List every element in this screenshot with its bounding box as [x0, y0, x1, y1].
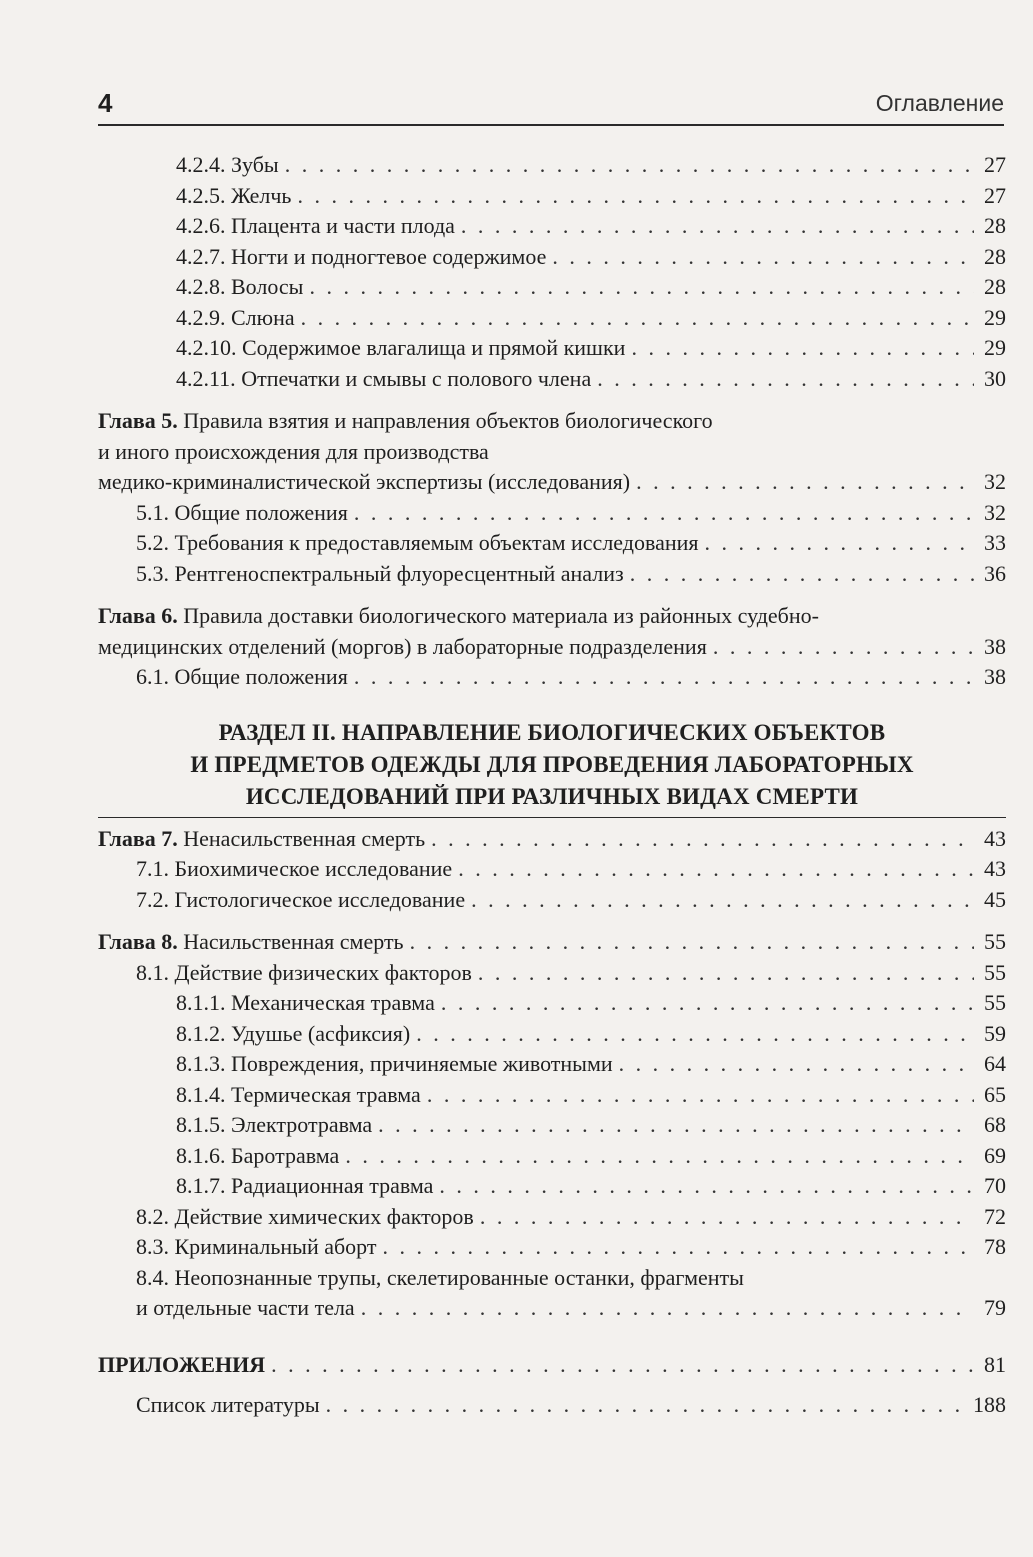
page-header: [98, 86, 1004, 126]
toc-entry-8-1-3[interactable]: 8.1.3. Повреждения, причиняемые животными . . . 64: [98, 1049, 1006, 1080]
toc-entry-8-1-6[interactable]: 8.1.6. Баротравма . . . 69: [98, 1141, 1006, 1172]
toc-entry-5-2[interactable]: 5.2. Требования к предоставляемым объектам исследования . . . 33: [98, 528, 1006, 559]
table-of-contents: [98, 150, 1006, 1421]
section-2-heading[interactable]: РАЗДЕЛ II. НАПРАВЛЕНИЕ БИОЛОГИЧЕСКИХ ОБЪЕКТОВ И ПРЕДМЕТОВ ОДЕЖДЫ ДЛЯ ПРОВЕДЕНИЯ ЛАБОРАТОРНЫХ ИССЛЕДОВАНИЙ ПРИ РАЗЛИЧНЫХ ВИДАХ СМЕРТИ: [190, 719, 914, 809]
toc-entry-8-1-5[interactable]: 8.1.5. Электротравма . . . 68: [98, 1110, 1006, 1141]
toc-entry-5-1[interactable]: 5.1. Общие положения . . . 32: [98, 498, 1006, 529]
chapter-5-heading[interactable]: Глава 5. Правила взятия и направления объектов биологического: [98, 408, 713, 433]
toc-entry-4-2-7[interactable]: 4.2.7. Ногти и подногтевое содержимое . . . 28: [98, 242, 1006, 273]
chapter-7-heading[interactable]: Глава 7. Ненасильственная смерть . . . 43: [98, 824, 1006, 855]
toc-entry-8-1-4[interactable]: 8.1.4. Термическая травма . . . 65: [98, 1080, 1006, 1111]
running-title: Оглавление: [875, 90, 1004, 116]
chapter-5-label: Глава 5.: [98, 408, 178, 433]
toc-entry-4-2-6[interactable]: 4.2.6. Плацента и части плода . . . 28: [98, 211, 1006, 242]
toc-entry-4-2-10[interactable]: 4.2.10. Содержимое влагалища и прямой кишки . . . 29: [98, 333, 1006, 364]
references-entry[interactable]: Список литературы . . . 188: [98, 1390, 1006, 1421]
chapter-6-heading[interactable]: Глава 6. Правила доставки биологического материала из районных судебно-: [98, 603, 819, 628]
toc-entry-4-2-8[interactable]: 4.2.8. Волосы . . . 28: [98, 272, 1006, 303]
chapter-6-title-line-2[interactable]: медицинских отделений (моргов) в лабораторные подразделения . . . 38: [98, 632, 1006, 663]
toc-entry-8-2[interactable]: 8.2. Действие химических факторов . . . 72: [98, 1202, 1006, 1233]
toc-entry-8-4[interactable]: 8.4. Неопознанные трупы, скелетированные останки, фрагменты: [136, 1264, 744, 1290]
toc-entry-6-1[interactable]: 6.1. Общие положения . . . 38: [98, 662, 1006, 693]
section-divider: [98, 817, 1006, 818]
chapter-8-heading[interactable]: Глава 8. Насильственная смерть . . . 55: [98, 927, 1006, 958]
appendix-heading[interactable]: ПРИЛОЖЕНИЯ . . . 81: [98, 1350, 1006, 1381]
toc-entry-4-2-11[interactable]: 4.2.11. Отпечатки и смывы с полового члена . . . 30: [98, 364, 1006, 395]
toc-entry-8-1-7[interactable]: 8.1.7. Радиационная травма . . . 70: [98, 1171, 1006, 1202]
page-number: 4: [98, 88, 113, 118]
chapter-6-label: Глава 6.: [98, 603, 178, 628]
toc-entry-4-2-4[interactable]: 4.2.4. Зубы . . . 27: [98, 150, 1006, 181]
toc-entry-5-3[interactable]: 5.3. Рентгеноспектральный флуоресцентный анализ . . . 36: [98, 559, 1006, 590]
toc-entry-4-2-5[interactable]: 4.2.5. Желчь . . . 27: [98, 181, 1006, 212]
toc-entry-8-4-line-2[interactable]: и отдельные части тела . . . 79: [98, 1293, 1006, 1324]
toc-entry-7-1[interactable]: 7.1. Биохимическое исследование . . . 43: [98, 854, 1006, 885]
toc-entry-8-1[interactable]: 8.1. Действие физических факторов . . . 55: [98, 958, 1006, 989]
chapter-5-title-line-2: и иного происхождения для производства: [98, 438, 489, 464]
toc-entry-8-3[interactable]: 8.3. Криминальный аборт . . . 78: [98, 1232, 1006, 1263]
toc-entry-8-1-2[interactable]: 8.1.2. Удушье (асфиксия) . . . 59: [98, 1019, 1006, 1050]
toc-entry-7-2[interactable]: 7.2. Гистологическое исследование . . . 45: [98, 885, 1006, 916]
toc-entry-4-2-9[interactable]: 4.2.9. Слюна . . . 29: [98, 303, 1006, 334]
chapter-5-title-line-3[interactable]: медико-криминалистической экспертизы (исследования) . . . 32: [98, 467, 1006, 498]
toc-entry-8-1-1[interactable]: 8.1.1. Механическая травма . . . 55: [98, 988, 1006, 1019]
